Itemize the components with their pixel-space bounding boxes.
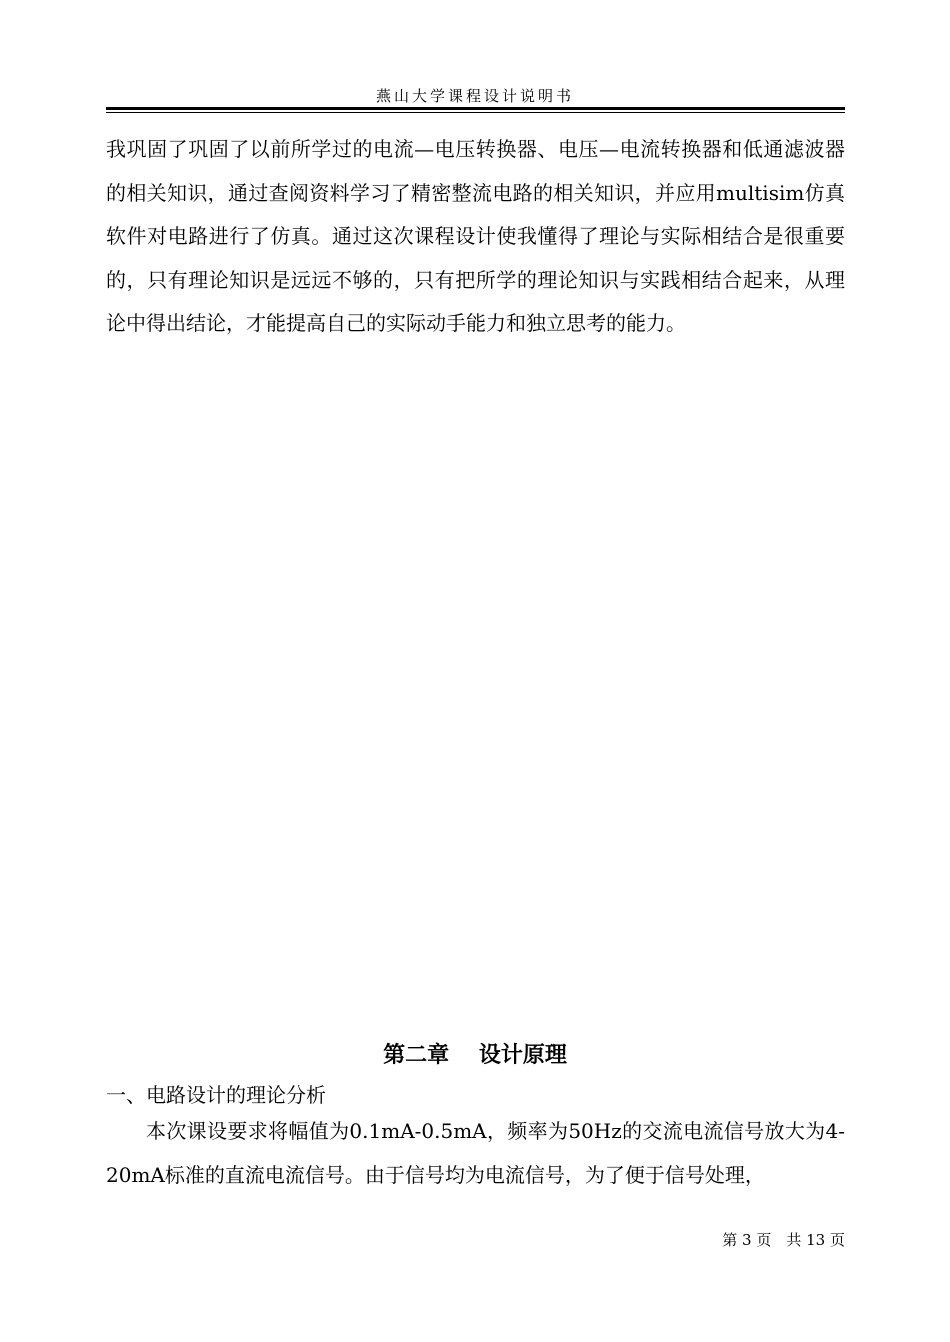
- chapter-title: 第二章 设计原理: [383, 1043, 567, 1068]
- header-rule-thick: [106, 107, 845, 110]
- body-paragraph-top: 我巩固了巩固了以前所学过的电流—电压转换器、电压—电流转换器和低通滤波器的相关知识，通过查阅资料学习了精密整流电路的相关知识，并应用multisim仿真软件对电路进行了仿真。通过这次课程设计使我懂得了理论与实际相结合是很重要的，只有理论知识是远远不够的，只有把所学的理论知识与实践相结合起来，从理论中得出结论，才能提高自己的实际动手能力和独立思考的能力。: [106, 137, 845, 335]
- header-rule-thin: [106, 112, 845, 113]
- page-number-footer: 第 3 页 共 13 页: [722, 1231, 845, 1249]
- section-heading: 一、电路设计的理论分析: [106, 1083, 326, 1107]
- body-paragraph-bottom: 本次课设要求将幅值为0.1mA-0.5mA，频率为50Hz的交流电流信号放大为4-20mA标准的直流电流信号。由于信号均为电流信号，为了便于信号处理，: [106, 1119, 845, 1187]
- header-title: 燕山大学课程设计说明书: [375, 87, 574, 105]
